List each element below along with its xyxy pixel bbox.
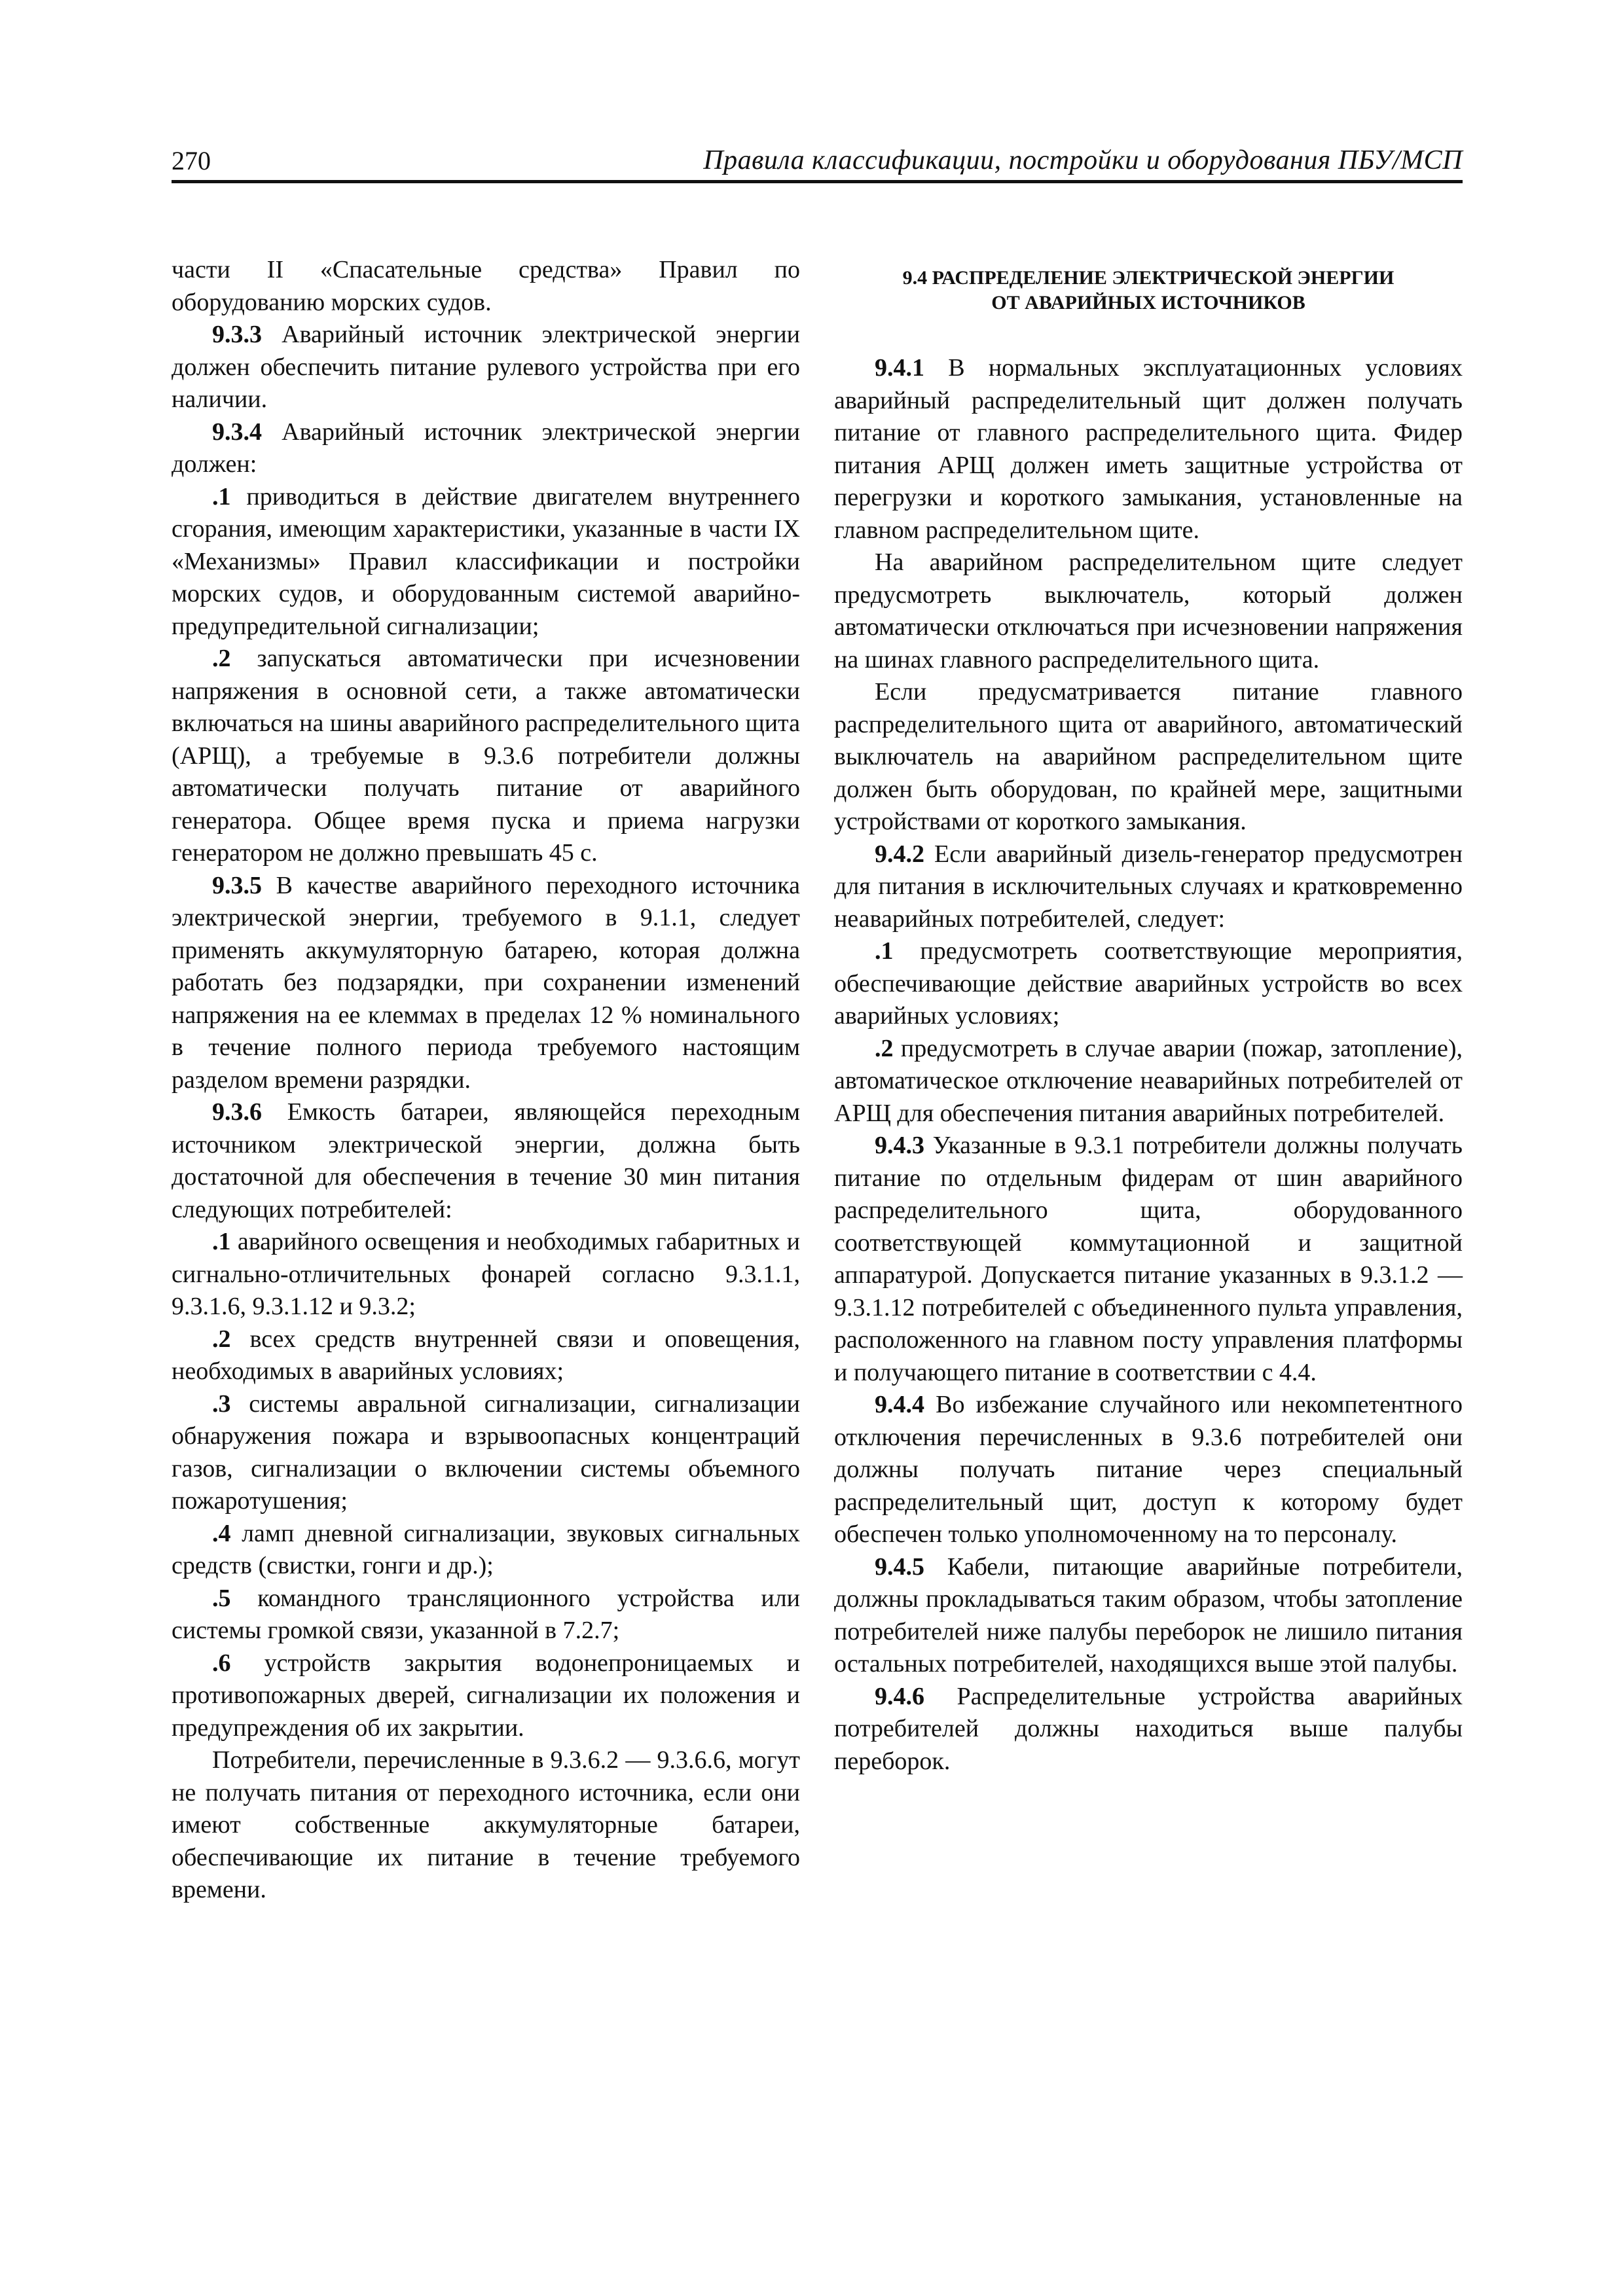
- clause-number: 9.4.4: [875, 1391, 924, 1418]
- list-item: .6 устройств закрытия водонепроницаемых и противопожарных дверей, сигнализации их положения и предупреждения об их закрытии.: [172, 1649, 800, 1742]
- right-column: [834, 254, 1463, 1778]
- item-number: .5: [212, 1584, 231, 1612]
- list-item: .2 предусмотреть в случае аварии (пожар, затопление), автоматическое отключение неаварийных потребителей от АРЩ для обеспечения питания аварийных потребителей.: [834, 1034, 1463, 1127]
- page-number: 270: [172, 146, 211, 175]
- paragraph-9-3-5: 9.3.5 В качестве аварийного переходного источника электрической энергии, требуемого в 9.1.1, следует применять аккумуляторную батарею, которая должна работать без подзарядки, при сохранении изменений напряжения на ее клеммах в пределах 12 % номинального в течение полного периода требуемого настоящим разделом времени разрядки.: [172, 871, 800, 1094]
- item-number: .1: [212, 1228, 231, 1255]
- paragraph-9-4-4: 9.4.4 Во избежание случайного или некомпетентного отключения перечисленных в 9.3.6 потребителей они должны получать питание через специальный распределительный щит, доступ к которому будет обеспечен только уполномоченному на то персоналу.: [834, 1391, 1463, 1548]
- list-item: .1 приводиться в действие двигателем внутреннего сгорания, имеющим характеристики, указанные в части IX «Механизмы» Правил классификации и постройки морских судов, и оборудованным системой аварийно-предупредительной сигнализации;: [172, 482, 800, 640]
- item-number: .3: [212, 1390, 231, 1418]
- list-item: .5 командного трансляционного устройства или системы громкой связи, указанной в 7.2.7;: [172, 1584, 800, 1644]
- list-item: .4 ламп дневной сигнализации, звуковых сигнальных средств (свистки, гонги и др.);: [172, 1519, 800, 1579]
- clause-number: 9.4.2: [875, 840, 924, 868]
- list-item: .2 запускаться автоматически при исчезновении напряжения в основной сети, а также автоматически включаться на шины аварийного распределительного щита (АРЩ), а требуемые в 9.3.6 потребители должны автоматически получать питание от аварийного генератора. Общее время пуска и приема нагрузки генератором не должно превышать 45 с.: [172, 645, 800, 867]
- paragraph-9-3-3: 9.3.3 Аварийный источник электрической энергии должен обеспечить питание рулевого устройства при его наличии.: [172, 321, 800, 413]
- clause-number: 9.3.5: [212, 871, 262, 899]
- item-number: .2: [875, 1034, 894, 1062]
- paragraph: На аварийном распределительном щите следует предусмотреть выключатель, который должен автоматически отключаться при исчезновении напряжения на шинах главного распределительного щита.: [834, 548, 1463, 673]
- clause-number: 9.3.4: [212, 418, 262, 446]
- list-item: .2 всех средств внутренней связи и оповещения, необходимых в аварийных условиях;: [172, 1325, 800, 1385]
- list-item: .1 предусмотреть соответствующие мероприятия, обеспечивающие действие аварийных устройств во всех аварийных условиях;: [834, 937, 1463, 1030]
- clause-number: 9.3.3: [212, 321, 262, 348]
- clause-number: 9.3.6: [212, 1098, 262, 1126]
- page-header: [172, 141, 1463, 183]
- item-number: .4: [212, 1519, 231, 1547]
- paragraph-9-4-1: 9.4.1 В нормальных эксплуатационных условиях аварийный распределительный щит должен получать питание от главного распределительного щита. Фидер питания АРЩ должен иметь защитные устройства от перегрузки и короткого замыкания, установленные на главном распределительном щите.: [834, 354, 1463, 544]
- paragraph-9-4-3: 9.4.3 Указанные в 9.3.1 потребители должны получать питание по отдельным фидерам от шин аварийного распределительного щита, оборудованного соответствующей коммутационной и защитной аппаратурой. Допускается питание указанных в 9.3.1.2 — 9.3.1.12 потребителей с объединенного пульта управления, расположенного на главном посту управления платформы и получающего питание в соответствии с 4.4.: [834, 1132, 1463, 1386]
- clause-number: 9.4.1: [875, 354, 924, 382]
- paragraph-9-4-5: 9.4.5 Кабели, питающие аварийные потребители, должны прокладываться таким образом, чтобы затопление потребителей ниже палубы переборок не лишило питания остальных потребителей, находящихся выше этой палубы.: [834, 1552, 1463, 1677]
- paragraph-9-4-2: 9.4.2 Если аварийный дизель-генератор предусмотрен для питания в исключительных случаях и кратковременно неаварийных потребителей, следует:: [834, 840, 1463, 933]
- paragraph: части II «Спасательные средства» Правил по оборудованию морских судов.: [172, 256, 800, 316]
- item-number: .2: [212, 645, 231, 672]
- clause-number: 9.4.6: [875, 1682, 924, 1710]
- list-item: .1 аварийного освещения и необходимых габаритных и сигнально-отличительных фонарей согласно 9.3.1.1, 9.3.1.6, 9.3.1.12 и 9.3.2;: [172, 1228, 800, 1320]
- list-item: .3 системы авральной сигнализации, сигнализации обнаружения пожара и взрывоопасных концентраций газов, сигнализации о включении системы объемного пожаротушения;: [172, 1390, 800, 1515]
- running-title: Правила классификации, постройки и оборудования ПБУ/МСП: [703, 145, 1463, 175]
- paragraph-9-3-4: 9.3.4 Аварийный источник электрической энергии должен:: [172, 418, 800, 478]
- item-number: .1: [875, 937, 894, 965]
- paragraph: Потребители, перечисленные в 9.3.6.2 — 9.3.6.6, могут не получать питания от переходного источника, если они имеют собственные аккумуляторные батареи, обеспечивающие их питание в течение требуемого времени.: [172, 1746, 800, 1903]
- paragraph-9-4-6: 9.4.6 Распределительные устройства аварийных потребителей должны находиться выше палубы переборок.: [834, 1682, 1463, 1775]
- item-number: .1: [212, 482, 231, 511]
- clause-number: 9.4.3: [875, 1132, 924, 1159]
- item-number: .6: [212, 1649, 231, 1677]
- clause-number: 9.4.5: [875, 1552, 924, 1581]
- paragraph: Если предусматривается питание главного распределительного щита от аварийного, автоматический выключатель на аварийном распределительном щите должен быть оборудован, по крайней мере, защитными устройствами от короткого замыкания.: [834, 678, 1463, 835]
- item-number: .2: [212, 1325, 231, 1353]
- section-heading: 9.4 РАСПРЕДЕЛЕНИЕ ЭЛЕКТРИЧЕСКОЙ ЭНЕРГИИ ОТ АВАРИЙНЫХ ИСТОЧНИКОВ: [902, 267, 1395, 314]
- left-column: [172, 254, 800, 1907]
- paragraph-9-3-6: 9.3.6 Емкость батареи, являющейся переходным источником электрической энергии, должна быть достаточной для обеспечения в течение 30 мин питания следующих потребителей:: [172, 1098, 800, 1223]
